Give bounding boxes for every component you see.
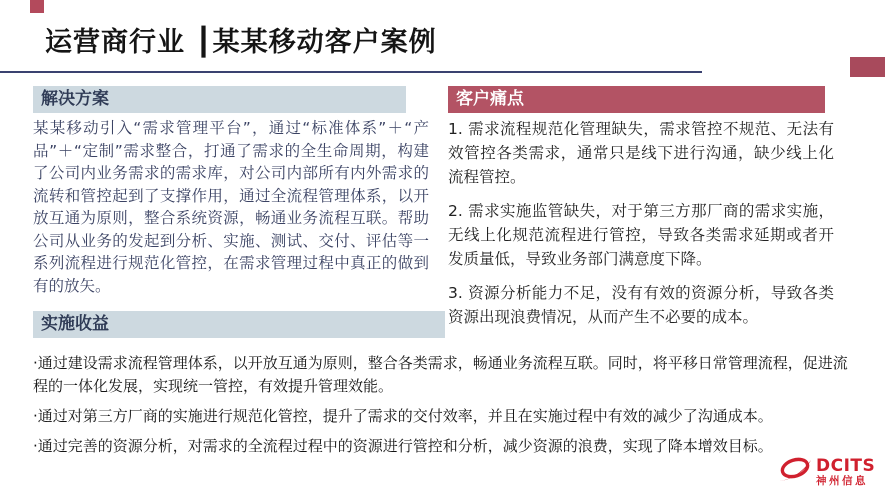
benefits-list [33,352,857,465]
logo-name-text: DCITS [816,455,876,476]
right-edge-accent-tab [850,57,885,77]
title-underline-rule [0,71,702,73]
benefit-item-2: ·通过对第三方厂商的实施进行规范化管控，提升了需求的交付效率，并且在实施过程中有效的减少了沟通成本。 [33,407,773,425]
top-left-accent-square [30,0,44,13]
benefit-item-1: ·通过建设需求流程管理体系，以开放互通为原则，整合各类需求，畅通业务流程互联。同时，将平移日常管理流程，促进流程的一体化发展，实现统一管控，有效提升管理效能。 [33,354,848,395]
benefits-section-header: 实施收益 [33,311,445,338]
pain-point-item-3: 3. 资源分析能力不足，没有有效的资源分析，导致各类资源出现浪费情况，从而产生不必要的成本。 [448,284,834,326]
page-title: 运营商行业 ┃某某移动客户案例 [45,27,437,58]
logo-caption-text: 神州信息 [816,474,868,487]
logo-swirl-icon [778,454,812,490]
benefit-item-3: ·通过完善的资源分析，对需求的全流程过程中的资源进行管控和分析，减少资源的浪费，实现了降本增效目标。 [33,437,773,455]
pain-points-section-header: 客户痛点 [448,86,825,113]
solution-paragraph: 某某移动引入“需求管理平台”，通过“标准体系”＋“产品”＋“定制”需求整合，打通了需求的全生命周期，构建了公司内业务需求的需求库，对公司内部所有内外需求的流转和管控起到了支撑作用，通过全流程管理体系，以开放互通为原则，整合系统资源，畅通业务流程互联。帮助公司从业务的发起到分析、实施、测试、交付、评估等一系列流程进行规范化管控，在需求管理过程中真正的做到有的放矢。 [33,119,429,295]
solution-section-header: 解决方案 [33,86,406,113]
dcits-logo [778,451,882,493]
pain-point-item-1: 1. 需求流程规范化管理缺失，需求管控不规范、无法有效管控各类需求，通常只是线下进行沟通，缺少线上化流程管控。 [448,120,834,186]
logo-text-block [816,457,875,487]
pain-point-item-2: 2. 需求实施监管缺失，对于第三方那厂商的需求实施，无线上化规范流程进行管控，导致各类需求延期或者开发质量低，导致业务部门满意度下降。 [448,202,834,268]
pain-points-list [448,117,834,339]
